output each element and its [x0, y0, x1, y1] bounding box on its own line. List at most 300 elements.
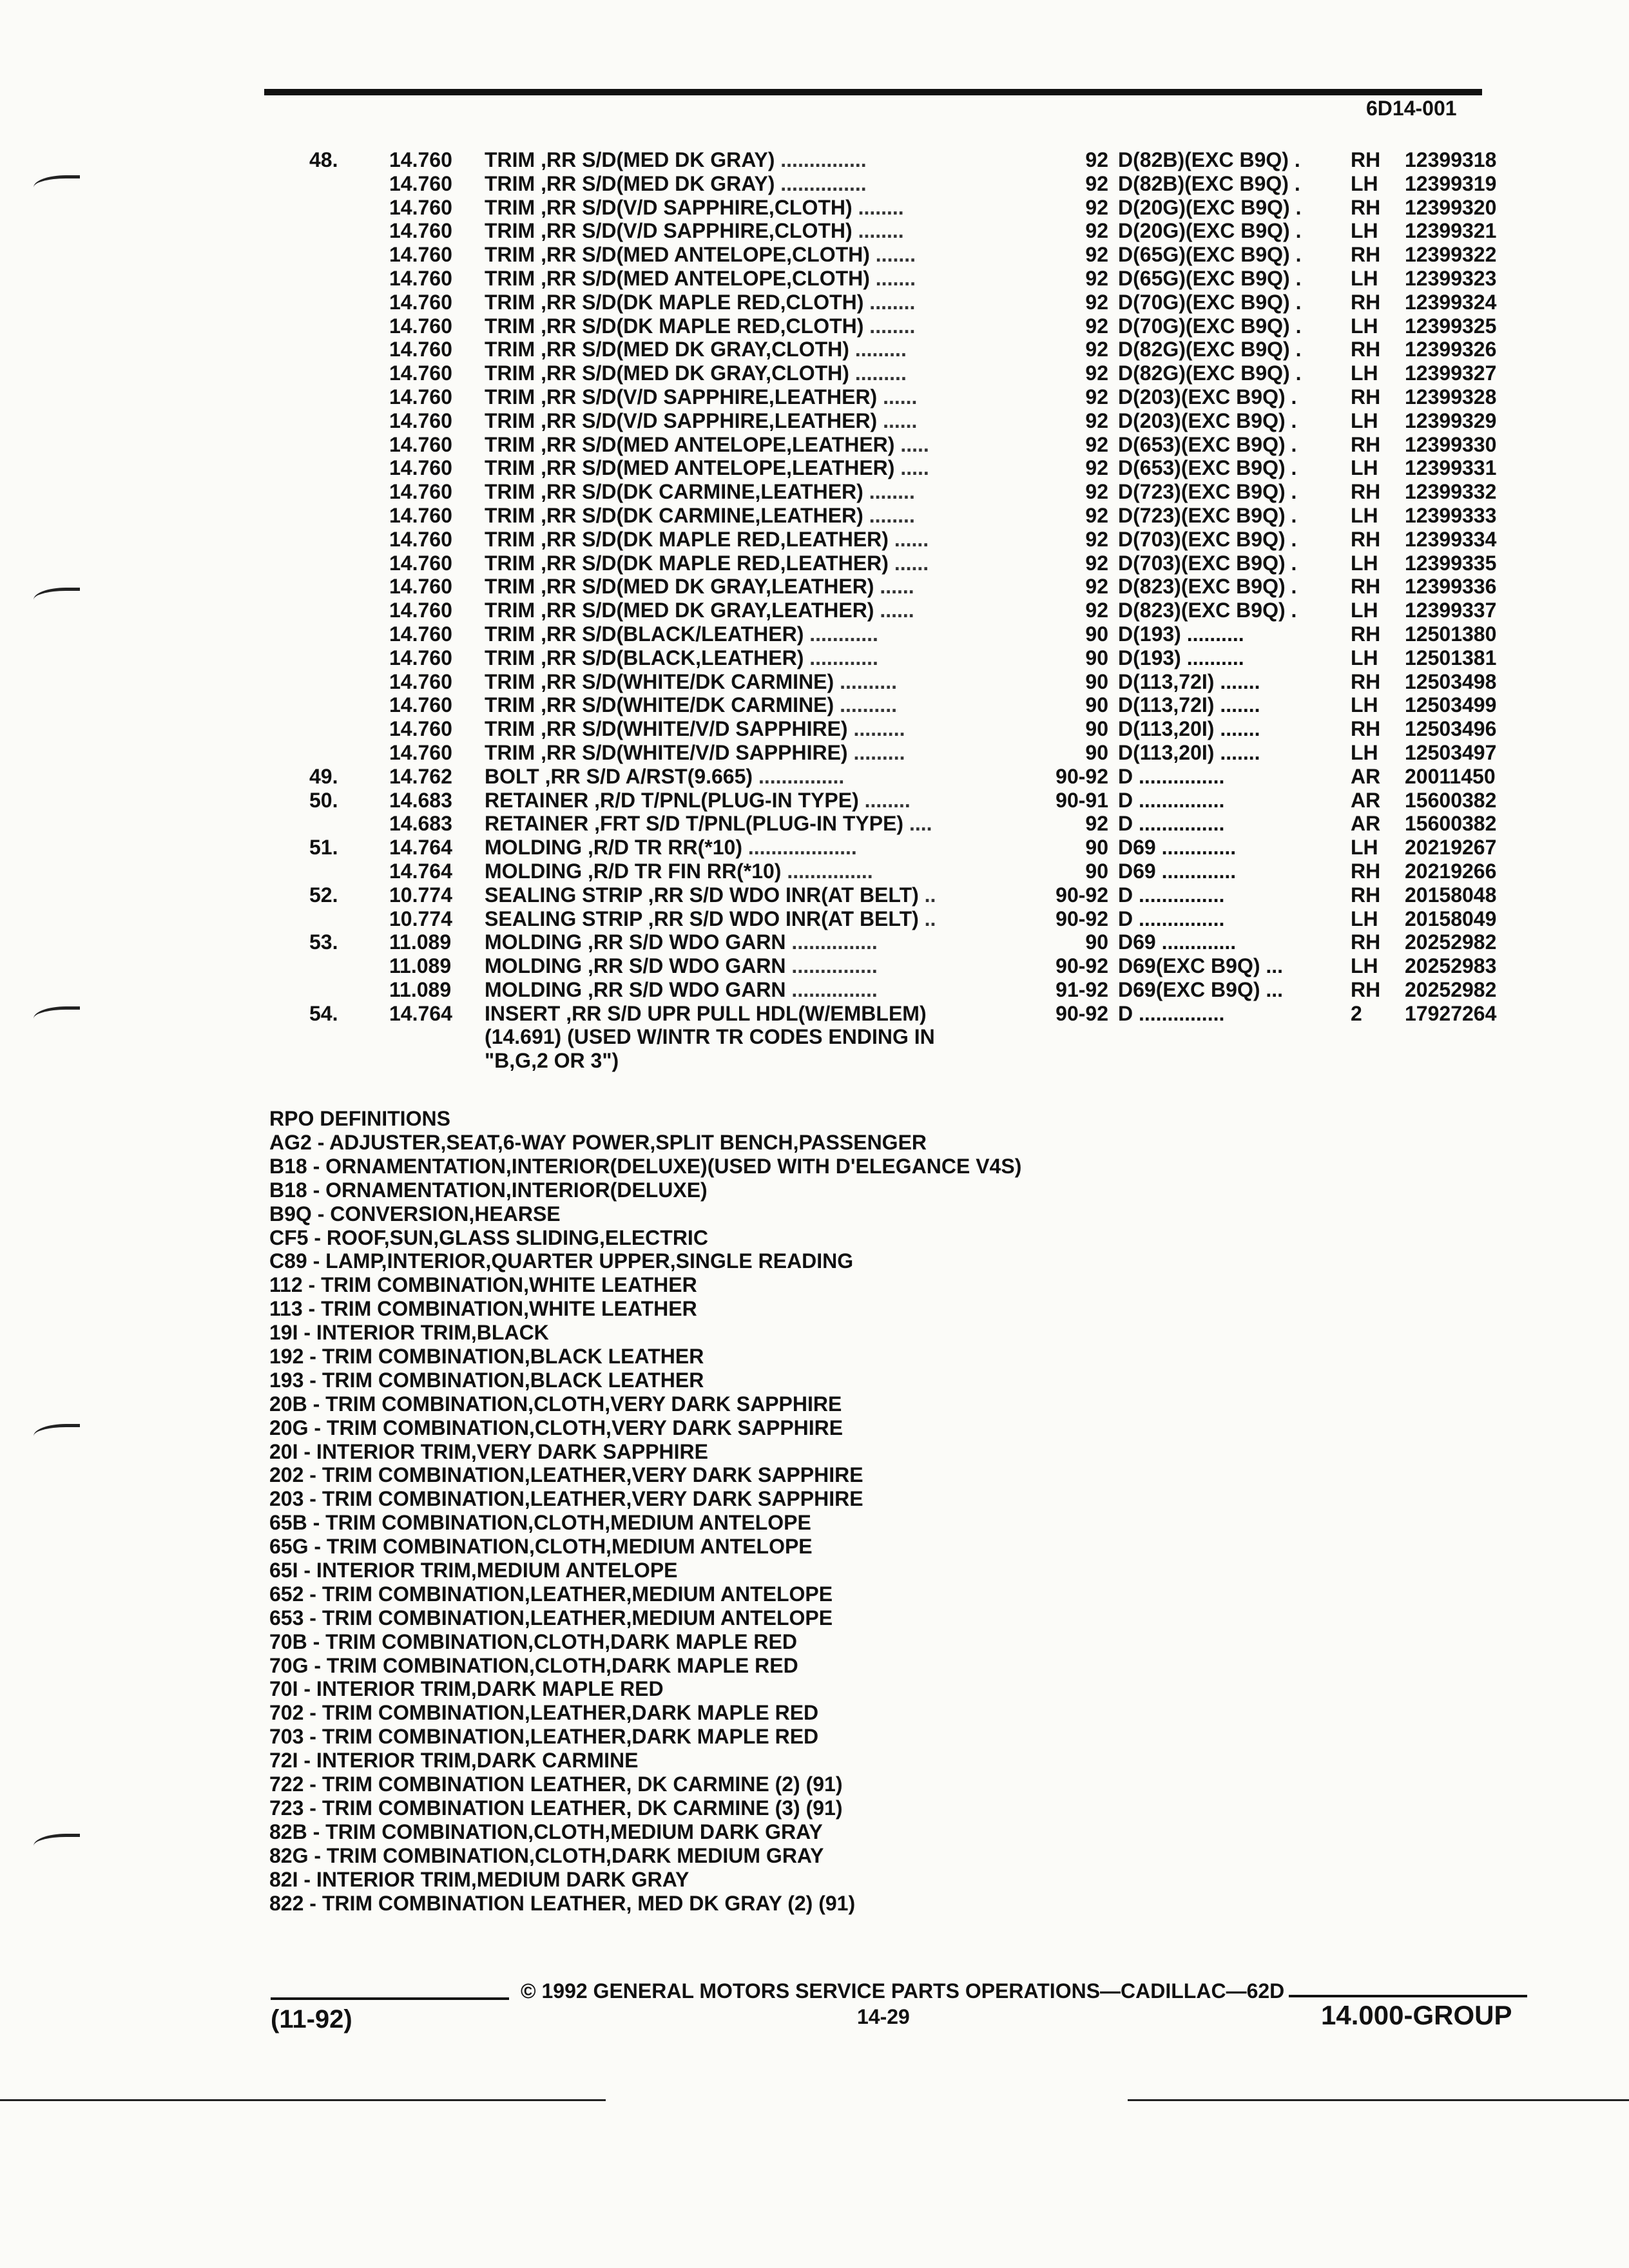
part-detail: ,RR S/D(WHITE/V/D SAPPHIRE): [541, 717, 848, 741]
leader-dots: ........: [869, 480, 915, 504]
leader-dots: ...............: [791, 930, 878, 954]
group-number: 11.089: [389, 930, 452, 954]
rpo-item: 193 - TRIM COMBINATION,BLACK LEATHER: [269, 1368, 704, 1392]
model-year: 90-92: [1055, 907, 1108, 930]
part-detail: ,RR S/D(MED ANTELOPE,LEATHER): [541, 432, 895, 456]
quantity-side: LH: [1351, 954, 1378, 978]
part-name: MOLDING: [485, 977, 583, 1001]
model-year: 92: [1085, 266, 1108, 290]
rpo-item: 20I - INTERIOR TRIM,VERY DARK SAPPHIRE: [269, 1439, 708, 1463]
quantity-side: LH: [1351, 408, 1378, 432]
part-description: [485, 646, 878, 669]
rpo-item: 65I - INTERIOR TRIM,MEDIUM ANTELOPE: [269, 1559, 678, 1582]
part-row: [309, 599, 1521, 622]
leader-dots: ........: [869, 290, 916, 314]
quantity-side: RH: [1351, 480, 1381, 504]
group-number: 14.683: [389, 788, 452, 812]
rpo-item: B18 - ORNAMENTATION,INTERIOR(DELUXE)(USED WITH D'ELEGANCE V4S): [269, 1154, 1022, 1178]
group-number: 14.760: [389, 480, 452, 504]
footer-page-number: 14-29: [857, 2005, 910, 2028]
part-detail: ,RR S/D(DK MAPLE RED,CLOTH): [541, 314, 864, 338]
part-detail: ,RR S/D WDO GARN: [587, 977, 786, 1001]
part-detail: ,RR S/D(MED DK GRAY,LEATHER): [541, 599, 874, 622]
part-name: TRIM: [485, 361, 535, 385]
quantity-side: LH: [1351, 907, 1378, 930]
rpo-item: AG2 - ADJUSTER,SEAT,6-WAY POWER,SPLIT BENCH,PASSENGER: [269, 1131, 927, 1154]
part-name: TRIM: [485, 669, 535, 693]
group-number: 10.774: [389, 883, 452, 907]
part-name: MOLDING: [485, 859, 583, 883]
leader-dots: .........: [854, 361, 907, 385]
usage-code: D(203)(EXC B9Q) .: [1118, 408, 1297, 432]
model-year: 90: [1085, 669, 1108, 693]
part-number: 12399329: [1405, 408, 1497, 432]
usage-code: D(20G)(EXC B9Q) .: [1118, 195, 1302, 219]
part-detail: ,RR S/D(DK MAPLE RED,LEATHER): [541, 527, 889, 551]
group-number: 14.760: [389, 266, 452, 290]
leader-dots: ........: [864, 788, 911, 812]
group-number: 14.764: [389, 859, 452, 883]
usage-code: D(703)(EXC B9Q) .: [1118, 551, 1297, 575]
part-name: TRIM: [485, 171, 535, 195]
part-row: [309, 314, 1521, 338]
part-row: [309, 528, 1521, 552]
model-year: 90: [1085, 646, 1108, 669]
usage-code: D(193) ..........: [1118, 646, 1244, 669]
bottom-rule: [0, 2099, 606, 2101]
model-year: 92: [1085, 171, 1108, 195]
binder-mark: [34, 1834, 80, 1851]
leader-dots: ..: [924, 883, 936, 907]
leader-dots: ..........: [840, 669, 897, 693]
part-name: TRIM: [485, 646, 535, 669]
quantity-side: LH: [1351, 551, 1378, 575]
part-name: RETAINER: [485, 812, 589, 836]
ref-number: 51.: [309, 836, 338, 860]
group-number: 14.760: [389, 195, 452, 219]
model-year: 92: [1085, 480, 1108, 504]
rpo-item: 19I - INTERIOR TRIM,BLACK: [269, 1321, 549, 1345]
part-number: 20252982: [1405, 977, 1497, 1001]
leader-dots: ............: [809, 646, 878, 669]
part-name: TRIM: [485, 456, 535, 480]
parts-list: [309, 148, 1521, 1073]
leader-dots: ........: [869, 503, 915, 527]
part-number: 12399321: [1405, 219, 1497, 243]
part-number: 20158049: [1405, 907, 1497, 930]
group-number: 14.760: [389, 338, 452, 361]
part-description: [485, 409, 917, 432]
part-detail: ,RR S/D(V/D SAPPHIRE,CLOTH): [541, 195, 853, 219]
part-detail: ,RR S/D(MED DK GRAY,CLOTH): [541, 361, 849, 385]
part-number: 20219267: [1405, 836, 1497, 860]
part-row: [309, 789, 1521, 812]
part-number: 15600382: [1405, 788, 1497, 812]
usage-code: D ...............: [1118, 907, 1225, 930]
part-number: 12399324: [1405, 290, 1497, 314]
leader-dots: ............: [809, 622, 878, 646]
rpo-definitions: [269, 1107, 1236, 1915]
part-description: [485, 433, 929, 456]
part-description: [485, 385, 917, 408]
usage-code: D(703)(EXC B9Q) .: [1118, 527, 1297, 551]
part-description: [485, 599, 914, 622]
part-name: TRIM: [485, 266, 535, 290]
part-number: 12503496: [1405, 717, 1497, 741]
model-year: 90-92: [1055, 764, 1108, 788]
part-name: TRIM: [485, 385, 535, 408]
part-description: [485, 693, 897, 716]
usage-code: D(193) ..........: [1118, 622, 1244, 646]
rpo-item: 723 - TRIM COMBINATION LEATHER, DK CARMINE (3) (91): [269, 1796, 843, 1820]
rpo-item: 72I - INTERIOR TRIM,DARK CARMINE: [269, 1749, 639, 1773]
quantity-side: RH: [1351, 290, 1381, 314]
model-year: 90: [1085, 693, 1108, 717]
part-name: TRIM: [485, 503, 535, 527]
leader-dots: .........: [853, 717, 905, 741]
model-year: 90: [1085, 622, 1108, 646]
leader-dots: ........: [869, 314, 916, 338]
part-row: [309, 741, 1521, 765]
part-name: INSERT: [485, 1001, 561, 1025]
usage-code: D ...............: [1118, 883, 1225, 907]
part-description: [485, 172, 867, 195]
leader-dots: .........: [854, 338, 907, 361]
quantity-side: RH: [1351, 527, 1381, 551]
part-detail: ,RR S/D(BLACK/LEATHER): [541, 622, 804, 646]
part-name: TRIM: [485, 290, 535, 314]
group-number: 14.760: [389, 243, 452, 267]
part-detail: ,RR S/D(V/D SAPPHIRE,LEATHER): [541, 408, 878, 432]
part-description: [485, 219, 904, 242]
part-detail: ,RR S/D(DK MAPLE RED,LEATHER): [541, 551, 889, 575]
top-rule: [264, 89, 1482, 95]
part-name: TRIM: [485, 599, 535, 622]
model-year: 92: [1085, 456, 1108, 480]
part-name: TRIM: [485, 408, 535, 432]
leader-dots: ........: [858, 219, 904, 243]
part-description: [485, 552, 929, 575]
group-number: 14.760: [389, 693, 452, 717]
group-number: 14.760: [389, 575, 452, 599]
ref-number: 52.: [309, 883, 338, 907]
footer-copyright: © 1992 GENERAL MOTORS SERVICE PARTS OPERATIONS—CADILLAC—62D: [521, 1979, 1285, 2003]
group-number: 14.762: [389, 764, 452, 788]
leader-dots: ...............: [787, 859, 873, 883]
part-row: [309, 954, 1521, 978]
quantity-side: RH: [1351, 930, 1381, 954]
part-detail: ,RR S/D A/RST(9.665): [545, 764, 753, 788]
rpo-item: B18 - ORNAMENTATION,INTERIOR(DELUXE): [269, 1178, 708, 1202]
part-detail: ,RR S/D WDO GARN: [587, 930, 786, 954]
part-detail: ,RR S/D WDO GARN: [587, 954, 786, 978]
group-number: 14.760: [389, 408, 452, 432]
part-name: BOLT: [485, 764, 539, 788]
part-name: TRIM: [485, 551, 535, 575]
part-name: TRIM: [485, 575, 535, 599]
leader-dots: ......: [880, 575, 914, 599]
part-row: [309, 930, 1521, 954]
model-year: 92: [1085, 432, 1108, 456]
insert-note-line: (14.691) (USED W/INTR TR CODES ENDING IN: [485, 1025, 935, 1049]
part-number: 12399327: [1405, 361, 1497, 385]
part-name: RETAINER: [485, 788, 589, 812]
rpo-item: 192 - TRIM COMBINATION,BLACK LEATHER: [269, 1345, 704, 1369]
part-description: [485, 717, 905, 740]
part-name: TRIM: [485, 432, 535, 456]
rpo-item: 20G - TRIM COMBINATION,CLOTH,VERY DARK SAPPHIRE: [269, 1416, 843, 1439]
part-description: [485, 243, 916, 266]
part-number: 20158048: [1405, 883, 1497, 907]
usage-code: D ...............: [1118, 812, 1225, 836]
part-description: [485, 836, 857, 859]
group-number: 10.774: [389, 907, 452, 930]
model-year: 90: [1085, 717, 1108, 741]
part-row: [309, 480, 1521, 504]
part-row: [309, 219, 1521, 243]
binder-mark: [34, 1006, 80, 1024]
model-year: 90-92: [1055, 1001, 1108, 1025]
leader-dots: .......: [875, 266, 916, 290]
part-row: [309, 172, 1521, 196]
model-year: 92: [1085, 338, 1108, 361]
leader-dots: .......: [875, 243, 916, 267]
rpo-item: B9Q - CONVERSION,HEARSE: [269, 1202, 561, 1225]
quantity-side: LH: [1351, 361, 1378, 385]
part-row: [309, 883, 1521, 907]
part-number: 12399328: [1405, 385, 1497, 408]
part-row: [309, 196, 1521, 220]
part-name: TRIM: [485, 622, 535, 646]
part-detail: ,RR S/D(MED DK GRAY,CLOTH): [541, 338, 849, 361]
part-description: [485, 883, 936, 907]
group-number: 11.089: [389, 954, 452, 978]
part-row: [309, 148, 1521, 172]
usage-code: D69 .............: [1118, 930, 1237, 954]
part-detail: ,RR S/D(V/D SAPPHIRE,CLOTH): [541, 219, 853, 243]
quantity-side: LH: [1351, 646, 1378, 669]
model-year: 92: [1085, 385, 1108, 408]
part-row: [309, 243, 1521, 267]
part-description: [485, 504, 915, 527]
group-number: 14.760: [389, 646, 452, 669]
leader-dots: ...............: [780, 171, 867, 195]
group-number: 14.760: [389, 503, 452, 527]
rpo-title: RPO DEFINITIONS: [269, 1107, 450, 1130]
group-number: 14.760: [389, 551, 452, 575]
part-name: MOLDING: [485, 930, 583, 954]
part-detail: ,FRT S/D T/PNL(PLUG-IN TYPE): [594, 812, 904, 836]
part-name: TRIM: [485, 219, 535, 243]
usage-code: D ...............: [1118, 764, 1225, 788]
part-name: MOLDING: [485, 954, 583, 978]
rpo-item: 722 - TRIM COMBINATION LEATHER, DK CARMINE (2) (91): [269, 1773, 843, 1796]
rpo-item: 70G - TRIM COMBINATION,CLOTH,DARK MAPLE RED: [269, 1653, 798, 1677]
insert-note-line: "B,G,2 OR 3"): [485, 1049, 619, 1073]
rpo-item: 65B - TRIM COMBINATION,CLOTH,MEDIUM ANTELOPE: [269, 1511, 811, 1535]
part-row: [309, 646, 1521, 670]
part-detail: ,RR S/D(MED DK GRAY): [541, 171, 775, 195]
usage-code: D(203)(EXC B9Q) .: [1118, 385, 1297, 408]
model-year: 90-91: [1055, 788, 1108, 812]
rpo-item: 82B - TRIM COMBINATION,CLOTH,MEDIUM DARK GRAY: [269, 1820, 823, 1843]
part-description: [485, 860, 873, 883]
part-detail: ,RR S/D(DK CARMINE,LEATHER): [541, 480, 863, 504]
part-description: [485, 1002, 927, 1025]
part-detail: ,R/D TR RR(*10): [587, 836, 742, 860]
part-detail: ,RR S/D(MED ANTELOPE,LEATHER): [541, 456, 895, 480]
part-description: [485, 338, 907, 361]
quantity-side: RH: [1351, 575, 1381, 599]
part-description: [485, 765, 844, 788]
usage-code: D(723)(EXC B9Q) .: [1118, 503, 1297, 527]
usage-code: D(82G)(EXC B9Q) .: [1118, 338, 1302, 361]
model-year: 92: [1085, 361, 1108, 385]
footer-rule: [1289, 1995, 1527, 1997]
part-detail: ,RR S/D UPR PULL HDL(W/EMBLEM): [566, 1001, 927, 1025]
part-row: [309, 385, 1521, 409]
leader-dots: ..: [924, 907, 936, 930]
part-number: 20252983: [1405, 954, 1497, 978]
part-number: 12399330: [1405, 432, 1497, 456]
part-description: [485, 622, 878, 646]
part-number: 12503499: [1405, 693, 1497, 717]
rpo-item: 82G - TRIM COMBINATION,CLOTH,DARK MEDIUM GRAY: [269, 1843, 824, 1867]
ref-number: 53.: [309, 930, 338, 954]
part-description: [485, 361, 907, 385]
usage-code: D69(EXC B9Q) ...: [1118, 954, 1284, 978]
part-row: [309, 267, 1521, 291]
part-number: 12399334: [1405, 527, 1497, 551]
part-detail: ,RR S/D(MED ANTELOPE,CLOTH): [541, 243, 870, 267]
part-row: [309, 433, 1521, 457]
usage-code: D(653)(EXC B9Q) .: [1118, 456, 1297, 480]
quantity-side: 2: [1351, 1001, 1362, 1025]
quantity-side: RH: [1351, 669, 1381, 693]
part-row: [309, 409, 1521, 433]
part-number: 20219266: [1405, 859, 1497, 883]
leader-dots: ...............: [780, 148, 867, 171]
quantity-side: LH: [1351, 314, 1378, 338]
part-description: [485, 954, 878, 977]
quantity-side: RH: [1351, 717, 1381, 741]
part-row: [309, 338, 1521, 361]
footer-date: (11-92): [271, 2005, 352, 2033]
part-name: TRIM: [485, 338, 535, 361]
part-row: [309, 812, 1521, 836]
part-number: 12399320: [1405, 195, 1497, 219]
usage-code: D(653)(EXC B9Q) .: [1118, 432, 1297, 456]
quantity-side: LH: [1351, 599, 1378, 622]
leader-dots: ....: [909, 812, 932, 836]
model-year: 92: [1085, 148, 1108, 171]
part-detail: ,RR S/D(WHITE/DK CARMINE): [541, 669, 834, 693]
quantity-side: RH: [1351, 883, 1381, 907]
part-detail: ,RR S/D WDO INR(AT BELT): [648, 883, 919, 907]
model-year: 92: [1085, 599, 1108, 622]
usage-code: D(65G)(EXC B9Q) .: [1118, 266, 1302, 290]
part-name: TRIM: [485, 527, 535, 551]
quantity-side: RH: [1351, 195, 1381, 219]
leader-dots: ...............: [758, 764, 845, 788]
part-row: [309, 693, 1521, 717]
binder-mark: [34, 175, 80, 193]
part-name: TRIM: [485, 740, 535, 764]
leader-dots: ......: [894, 551, 929, 575]
quantity-side: RH: [1351, 148, 1381, 171]
part-name: TRIM: [485, 195, 535, 219]
model-year: 92: [1085, 551, 1108, 575]
part-number: 15600382: [1405, 812, 1497, 836]
ref-number: 49.: [309, 764, 338, 788]
leader-dots: ......: [883, 385, 918, 408]
leader-dots: .....: [900, 456, 929, 480]
part-name: TRIM: [485, 148, 535, 171]
group-number: 14.760: [389, 314, 452, 338]
part-description: [485, 196, 904, 219]
usage-code: D(723)(EXC B9Q) .: [1118, 480, 1297, 504]
rpo-item: 82I - INTERIOR TRIM,MEDIUM DARK GRAY: [269, 1867, 689, 1891]
usage-code: D69(EXC B9Q) ...: [1118, 977, 1284, 1001]
rpo-item: 822 - TRIM COMBINATION LEATHER, MED DK GRAY (2) (91): [269, 1891, 856, 1915]
group-number: 14.760: [389, 717, 452, 741]
model-year: 90-92: [1055, 954, 1108, 978]
part-number: 12399318: [1405, 148, 1497, 171]
model-year: 90: [1085, 740, 1108, 764]
model-year: 92: [1085, 408, 1108, 432]
model-year: 92: [1085, 503, 1108, 527]
usage-code: D(65G)(EXC B9Q) .: [1118, 243, 1302, 267]
quantity-side: RH: [1351, 622, 1381, 646]
model-year: 90: [1085, 859, 1108, 883]
group-number: 14.760: [389, 432, 452, 456]
part-description: [485, 789, 911, 812]
ref-number: 54.: [309, 1001, 338, 1025]
part-number: 12503497: [1405, 740, 1497, 764]
group-number: 14.764: [389, 836, 452, 860]
part-description: [485, 575, 914, 598]
bottom-rule: [1128, 2099, 1629, 2101]
rpo-item: 112 - TRIM COMBINATION,WHITE LEATHER: [269, 1273, 697, 1297]
part-detail: ,RR S/D WDO INR(AT BELT): [648, 907, 919, 930]
usage-code: D(113,72I) .......: [1118, 669, 1260, 693]
part-number: 17927264: [1405, 1001, 1497, 1025]
rpo-item: 653 - TRIM COMBINATION,LEATHER,MEDIUM ANTELOPE: [269, 1606, 833, 1629]
model-year: 91-92: [1055, 977, 1108, 1001]
usage-code: D(823)(EXC B9Q) .: [1118, 599, 1297, 622]
part-detail: ,RR S/D(V/D SAPPHIRE,LEATHER): [541, 385, 878, 408]
rpo-item: C89 - LAMP,INTERIOR,QUARTER UPPER,SINGLE READING: [269, 1249, 854, 1273]
group-number: 14.760: [389, 456, 452, 480]
part-name: TRIM: [485, 717, 535, 741]
part-description: [485, 978, 878, 1001]
part-row: [309, 575, 1521, 599]
part-row: [309, 907, 1521, 931]
leader-dots: ......: [894, 527, 929, 551]
ref-number: 50.: [309, 788, 338, 812]
part-detail: ,RR S/D(BLACK,LEATHER): [541, 646, 804, 669]
group-number: 14.760: [389, 385, 452, 408]
rpo-item: 703 - TRIM COMBINATION,LEATHER,DARK MAPLE RED: [269, 1725, 819, 1749]
footer-rule: [271, 1997, 509, 2000]
part-detail: ,RR S/D(WHITE/V/D SAPPHIRE): [541, 740, 848, 764]
part-description: [485, 930, 878, 954]
part-detail: ,R/D TR FIN RR(*10): [587, 859, 782, 883]
part-detail: ,R/D T/PNL(PLUG-IN TYPE): [594, 788, 859, 812]
part-description: [485, 148, 867, 171]
part-description: [485, 456, 929, 479]
quantity-side: RH: [1351, 977, 1381, 1001]
